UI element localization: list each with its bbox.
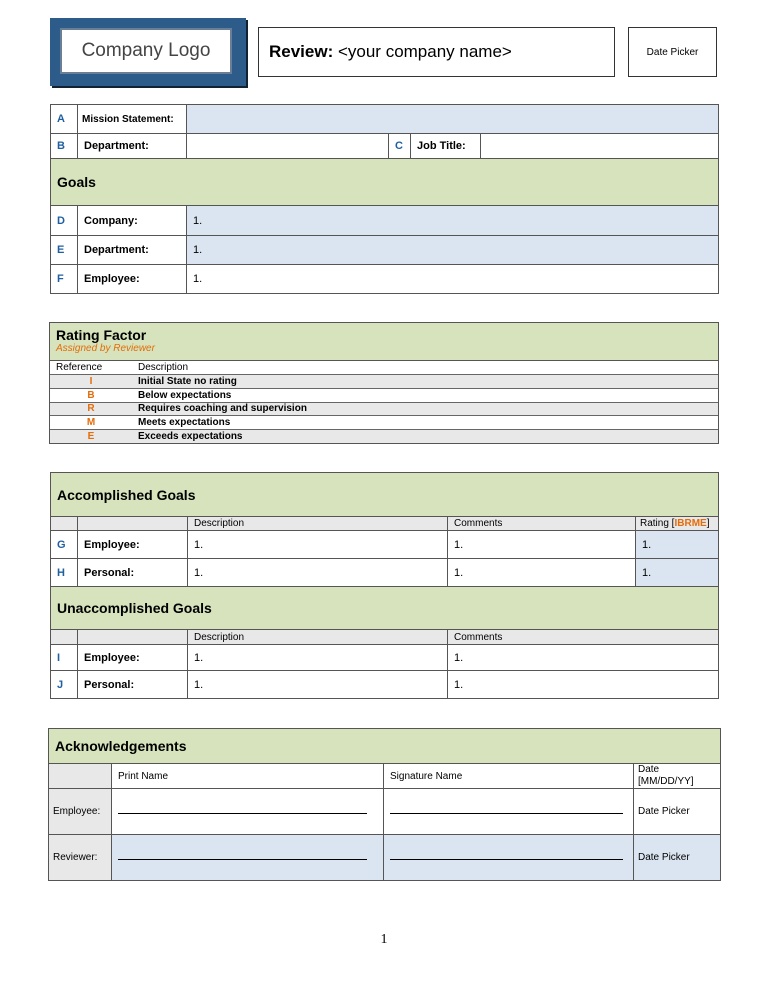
row-letter-g: G — [51, 531, 78, 559]
employee-signature-field[interactable] — [384, 789, 634, 835]
accomplished-goals-title: Accomplished Goals — [51, 473, 719, 517]
accomplished-personal-comments[interactable]: 1. — [448, 559, 636, 587]
rating-code: R — [50, 402, 132, 416]
rating-code: E — [87, 431, 95, 443]
unaccomplished-employee-description[interactable]: 1. — [188, 645, 448, 671]
row-letter-c: C — [389, 134, 411, 159]
signature-line — [118, 859, 367, 860]
review-title-field[interactable] — [258, 27, 615, 77]
accomplished-personal-label: Personal: — [78, 559, 188, 587]
accomplished-employee-label: Employee: — [78, 531, 188, 559]
reviewer-date-picker[interactable]: Date Picker — [634, 835, 721, 881]
col-comments: Comments — [448, 517, 636, 531]
company-goal-label: Company: — [78, 206, 187, 236]
rating-codes: IBRME — [674, 518, 707, 529]
unaccomplished-employee-comments[interactable]: 1. — [448, 645, 719, 671]
job-title-label: Job Title: — [411, 134, 481, 159]
date-picker-header[interactable]: Date Picker — [628, 27, 717, 77]
unaccomplished-employee-label: Employee: — [78, 645, 188, 671]
unaccomplished-personal-description[interactable]: 1. — [188, 671, 448, 699]
row-letter-h: H — [51, 559, 78, 587]
rating-factor-title: Rating Factor — [56, 327, 147, 343]
info-goals-table — [50, 104, 719, 294]
rating-description: Requires coaching and supervision — [132, 402, 718, 416]
col-description: Description — [188, 630, 448, 645]
col-reference: Reference — [50, 361, 132, 375]
unaccomplished-personal-comments[interactable]: 1. — [448, 671, 719, 699]
acknowledgements-table — [48, 728, 721, 881]
accomplished-employee-comments[interactable]: 1. — [448, 531, 636, 559]
goals-review-table — [50, 472, 719, 699]
employee-goal-input[interactable]: 1. — [187, 265, 719, 294]
company-logo — [50, 18, 246, 86]
department-input[interactable] — [187, 134, 389, 159]
col-comments: Comments — [448, 630, 719, 645]
col-rating: Rating [IBRME] — [636, 517, 719, 531]
signature-line — [118, 813, 367, 814]
row-letter-j: J — [51, 671, 78, 699]
department-goal-label: Department: — [78, 236, 187, 265]
employee-print-name-field[interactable] — [112, 789, 384, 835]
accomplished-personal-rating[interactable]: 1. — [636, 559, 719, 587]
row-letter-a: A — [51, 105, 78, 134]
accomplished-employee-rating[interactable]: 1. — [636, 531, 719, 559]
job-title-input[interactable] — [481, 134, 719, 159]
unaccomplished-goals-title: Unaccomplished Goals — [51, 587, 719, 630]
signature-line — [390, 813, 623, 814]
col-date: Date [MM/DD/YY] — [634, 764, 721, 789]
reviewer-print-name-field[interactable] — [112, 835, 384, 881]
row-letter-d: D — [51, 206, 78, 236]
employee-goal-label: Employee: — [78, 265, 187, 294]
acknowledgements-title: Acknowledgements — [49, 729, 721, 764]
rating-factor-table — [50, 361, 718, 443]
col-description: Description — [132, 361, 718, 375]
employee-ack-label: Employee: — [49, 789, 112, 835]
page-number: 1 — [380, 932, 388, 947]
rating-factor-box — [49, 322, 719, 444]
row-letter-f: F — [51, 265, 78, 294]
rating-description: Meets expectations — [132, 416, 718, 430]
rating-description: Initial State no rating — [132, 375, 718, 389]
row-letter-e: E — [51, 236, 78, 265]
rating-description: Exceeds expectations — [138, 431, 243, 443]
accomplished-personal-description[interactable]: 1. — [188, 559, 448, 587]
department-goal-input[interactable]: 1. — [187, 236, 719, 265]
mission-statement-input[interactable] — [187, 105, 719, 134]
rating-factor-header — [50, 323, 718, 361]
rating-code: M — [50, 416, 132, 430]
mission-statement-label: Mission Statement: — [78, 105, 187, 134]
rating-code: B — [50, 388, 132, 402]
col-signature-name: Signature Name — [384, 764, 634, 789]
reviewer-ack-label: Reviewer: — [49, 835, 112, 881]
department-label: Department: — [78, 134, 187, 159]
goals-title: Goals — [51, 159, 719, 206]
row-letter-b: B — [51, 134, 78, 159]
accomplished-employee-description[interactable]: 1. — [188, 531, 448, 559]
rating-code: I — [50, 375, 132, 389]
col-print-name: Print Name — [112, 764, 384, 789]
col-description: Description — [188, 517, 448, 531]
rating-factor-subtitle: Assigned by Reviewer — [56, 343, 155, 354]
reviewer-signature-field[interactable] — [384, 835, 634, 881]
employee-date-picker[interactable]: Date Picker — [634, 789, 721, 835]
company-goal-input[interactable]: 1. — [187, 206, 719, 236]
row-letter-i: I — [51, 645, 78, 671]
rating-description: Below expectations — [132, 388, 718, 402]
company-name-placeholder: <your company name> — [333, 42, 512, 61]
logo-text: Company Logo — [60, 28, 232, 74]
unaccomplished-personal-label: Personal: — [78, 671, 188, 699]
review-label: Review: — [269, 42, 334, 61]
signature-line — [390, 859, 623, 860]
